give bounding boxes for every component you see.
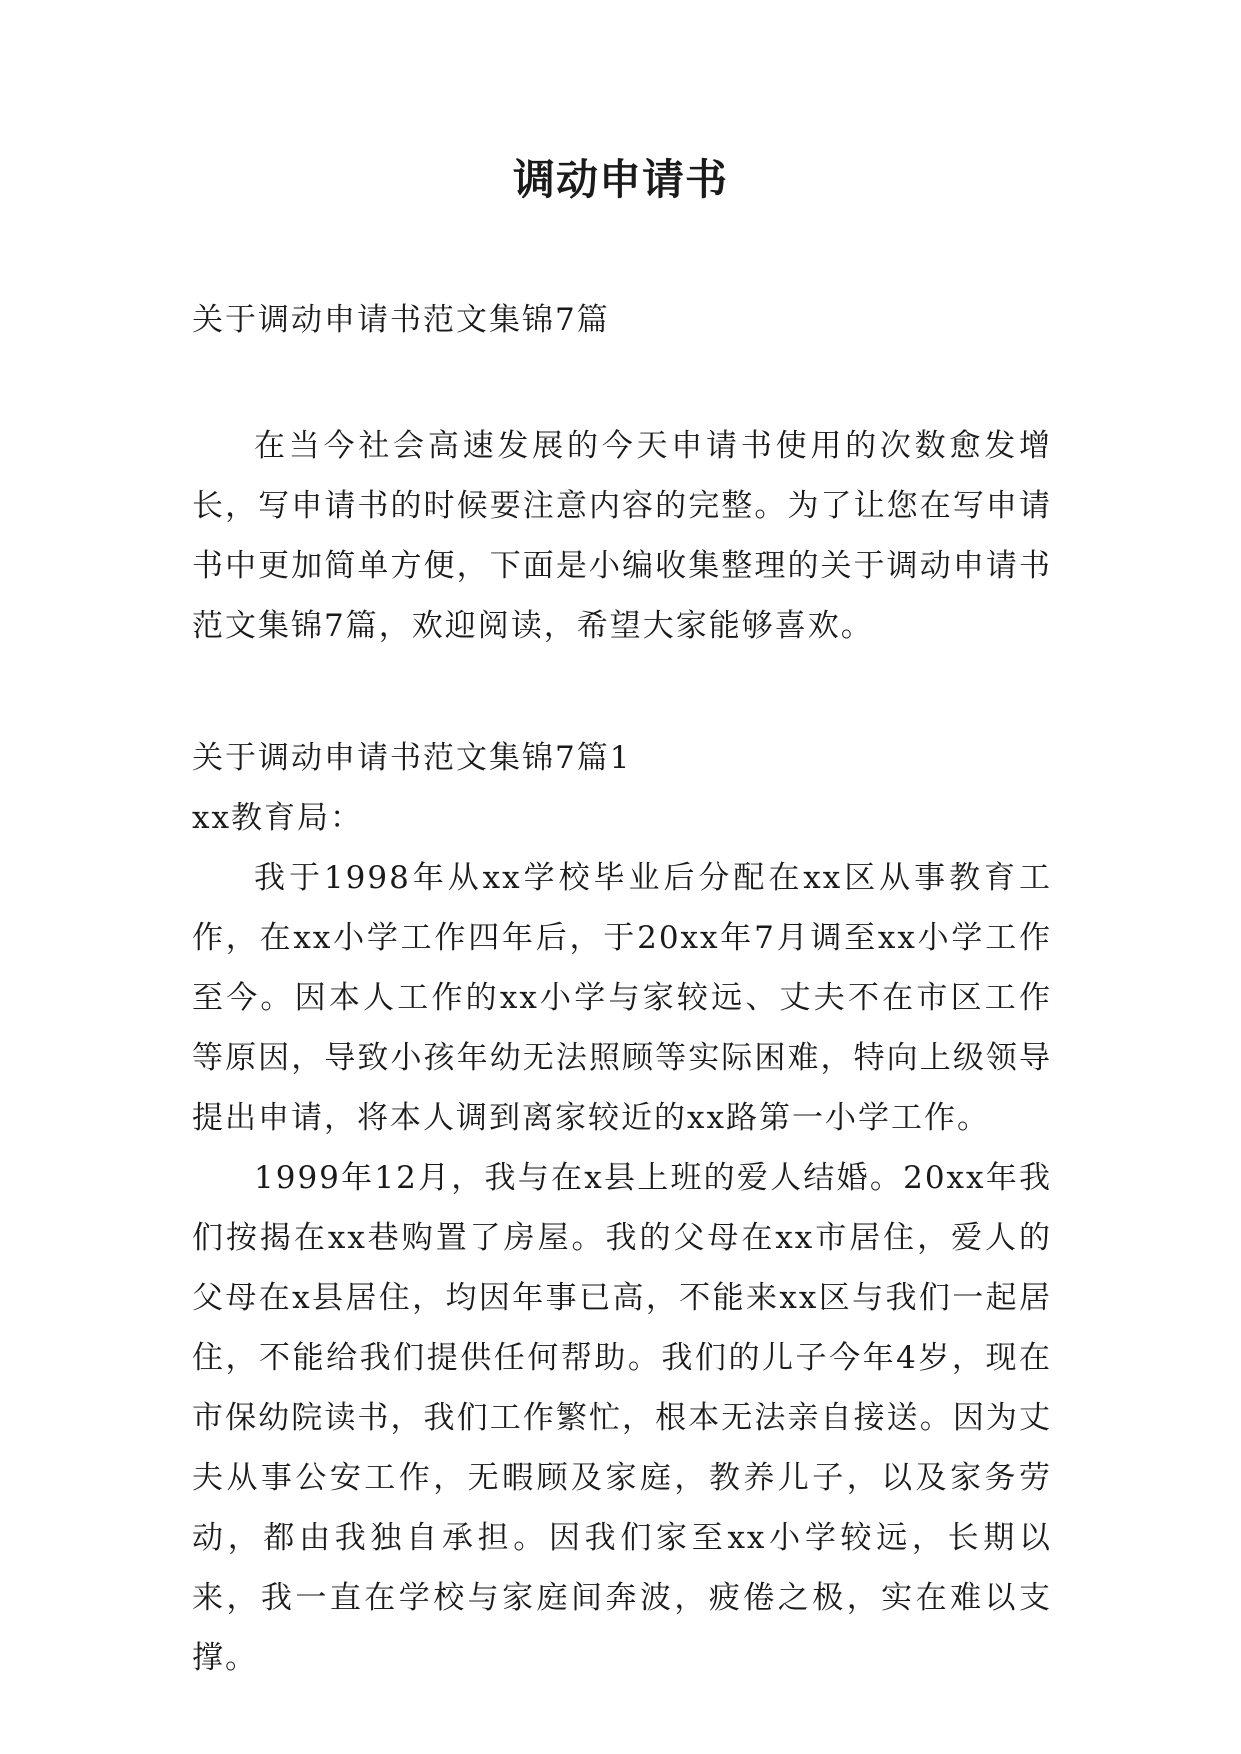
body-paragraph: 1999年12月，我与在x县上班的爱人结婚。20xx年我们按揭在xx巷购置了房屋。我的父母在xx市居住，爱人的父母在x县居住，均因年事已高，不能来xx区与我们一起居住，不能给我们提供任何帮助。我们的儿子今年4岁，现在市保幼院读书，我们工作繁忙，根本无法亲自接送。因为丈夫从事公安工作，无暇顾及家庭，教养儿子，以及家务劳动，都由我独自承担。因我们家至xx小学较远，长期以来，我一直在学校与家庭间奔波，疲倦之极，实在难以支撑。 <box>192 1160 1052 1676</box>
spacer <box>192 656 1052 728</box>
section-heading: 关于调动申请书范文集锦7篇1 <box>192 740 632 776</box>
intro-paragraph: 在当今社会高速发展的今天申请书使用的次数愈发增长，写申请书的时候要注意内容的完整。为了让您在写申请书中更加简单方便，下面是小编收集整理的关于调动申请书范文集锦7篇，欢迎阅读，希望大家能够喜欢。 <box>192 428 1052 644</box>
salutation: xx教育局： <box>192 800 363 836</box>
body-paragraph: 我于1998年从xx学校毕业后分配在xx区从事教育工作，在xx小学工作四年后，于20xx年7月调至xx小学工作至今。因本人工作的xx小学与家较远、丈夫不在市区工作等原因，导致小孩年幼无法照顾等实际困难，特向上级领导提出申请，将本人调到离家较近的xx路第一小学工作。 <box>192 860 1052 1136</box>
document-title: 调动申请书 <box>512 155 728 204</box>
spacer <box>192 350 1052 416</box>
document-subtitle: 关于调动申请书范文集锦7篇 <box>192 302 610 338</box>
document-body <box>192 290 1052 1688</box>
